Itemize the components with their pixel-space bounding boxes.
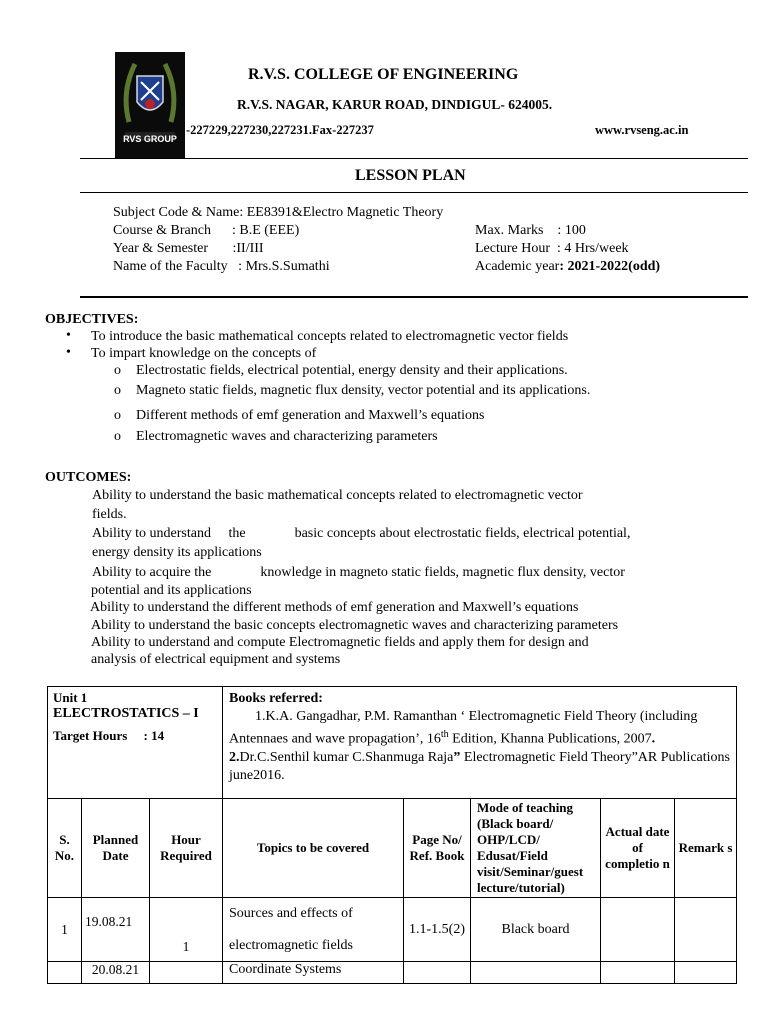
max-marks: Max. Marks : 100 xyxy=(475,223,586,238)
outcome-line: Ability to understand the different methods of emf generation and Maxwell’s equations xyxy=(90,600,579,615)
book2-number: 2. xyxy=(229,749,240,765)
row-hours xyxy=(150,962,223,984)
lesson-plan-table xyxy=(47,686,737,984)
book1-end: . xyxy=(651,731,656,747)
objective-sub-item: Magneto static fields, magnetic flux density, vector potential and its applications. xyxy=(136,383,591,398)
col-header-remarks: Remark s xyxy=(675,799,737,898)
outcome-line: potential and its applications xyxy=(91,583,252,598)
sub-bullet-icon: o xyxy=(114,383,121,398)
target-hours xyxy=(53,728,217,744)
row-page-ref: 1.1-1.5(2) xyxy=(404,898,471,962)
table-row xyxy=(48,962,737,984)
row-sno: 1 xyxy=(48,898,82,962)
bullet-icon: • xyxy=(66,345,71,360)
sub-bullet-icon: o xyxy=(114,363,121,378)
books-heading: Books referred: xyxy=(229,691,323,706)
row-mode: Black board xyxy=(471,898,601,962)
book2-quote: ” xyxy=(453,749,461,765)
row-remarks xyxy=(675,898,737,962)
outcome-line: analysis of electrical equipment and systems xyxy=(91,652,341,667)
academic-year xyxy=(475,259,660,275)
faculty-info: Name of the Faculty : Mrs.S.Sumathi xyxy=(113,259,330,274)
college-name: R.V.S. COLLEGE OF ENGINEERING xyxy=(248,66,519,83)
outcome-line: energy density its applications xyxy=(92,545,262,560)
header-rule-bottom xyxy=(80,192,748,193)
outcome-line: Ability to understand and compute Electromagnetic fields and apply them for design and xyxy=(91,635,589,650)
objective-item: To introduce the basic mathematical concepts related to electromagnetic vector fields xyxy=(91,329,569,344)
row-topic-line: electromagnetic fields xyxy=(229,937,353,953)
bullet-icon: • xyxy=(66,328,71,343)
unit-number: Unit 1 xyxy=(53,690,88,705)
outcome-line: Ability to acquire the knowledge in magneto static fields, magnetic flux density, vector xyxy=(92,565,625,580)
college-address: R.V.S. NAGAR, KARUR ROAD, DINDIGUL- 624005. xyxy=(237,97,553,112)
table-row xyxy=(48,898,737,962)
book-reference-2 xyxy=(229,749,730,785)
row-remarks xyxy=(675,962,737,984)
objective-sub-item: Electromagnetic waves and characterizing parameters xyxy=(136,429,438,444)
year-info: Year & Semester :II/III xyxy=(113,241,264,256)
academic-year-label: Academic year xyxy=(475,259,560,274)
col-header-mode: Mode of teaching (Black board/ OHP/LCD/ Edusat/Field visit/Seminar/guest lecture/tutorial) xyxy=(471,799,601,898)
book1-superscript: th xyxy=(440,729,449,740)
outcome-line: Ability to understand the basic mathematical concepts related to electromagnetic vector xyxy=(92,488,583,503)
row-planned-date: 20.08.21 xyxy=(82,962,150,984)
header-rule-top xyxy=(80,158,748,159)
book2-title: Electromagnetic Field Theory”AR Publications june2016. xyxy=(229,749,730,783)
website: www.rvseng.ac.in xyxy=(595,123,689,137)
col-header-page-ref: Page No/ Ref. Book xyxy=(404,799,471,898)
col-header-hour-required: Hour Required xyxy=(150,799,223,898)
phone-fax: -227229,227230,227231.Fax-227237 xyxy=(186,123,374,137)
unit-cell xyxy=(48,687,223,799)
col-header-topics: Topics to be covered xyxy=(223,799,404,898)
row-planned-date: 19.08.21 xyxy=(82,898,150,962)
col-header-sno: S. No. xyxy=(48,799,82,898)
row-topic-line: Sources and effects of xyxy=(229,905,353,921)
outcomes-heading: OUTCOMES: xyxy=(45,470,132,485)
col-header-planned-date: Planned Date xyxy=(82,799,150,898)
academic-year-value: : 2021-2022(odd) xyxy=(559,259,661,274)
row-sno xyxy=(48,962,82,984)
row-hours: 1 xyxy=(150,898,223,962)
book1-text: 1.K.A. Gangadhar, P.M. Ramanthan ‘ Electromagnetic Field Theory (including Antennaes and wave propagation’, 16 xyxy=(229,709,698,747)
lecture-hours: Lecture Hour : 4 Hrs/week xyxy=(475,241,629,256)
target-hours-label: Target Hours xyxy=(53,728,128,743)
book2-authors: Dr.C.Senthil kumar C.Shanmuga Raja xyxy=(239,749,454,765)
outcome-line: fields. xyxy=(92,507,127,522)
unit-name: ELECTROSTATICS – I xyxy=(53,706,199,721)
row-page-ref xyxy=(404,962,471,984)
table-header-row xyxy=(48,799,737,898)
objective-sub-item: Electrostatic fields, electrical potential, energy density and their applications. xyxy=(136,363,568,378)
col-header-actual-date: Actual date of completio n xyxy=(601,799,675,898)
book1-edition: Edition, Khanna Publications, 2007 xyxy=(448,731,652,747)
objective-item: To impart knowledge on the concepts of xyxy=(91,346,317,361)
document-title: LESSON PLAN xyxy=(355,167,466,184)
row-actual-date xyxy=(601,898,675,962)
outcome-line: Ability to understand the basic concepts about electrostatic fields, electrical potential, xyxy=(92,526,631,541)
row-topic: Coordinate Systems xyxy=(223,962,404,984)
college-logo xyxy=(115,52,185,158)
objective-sub-item: Different methods of emf generation and Maxwell’s equations xyxy=(136,408,485,423)
objectives-heading: OBJECTIVES: xyxy=(45,312,139,327)
sub-bullet-icon: o xyxy=(114,429,121,444)
info-rule xyxy=(80,296,748,298)
logo-label: RVS GROUP xyxy=(123,134,177,144)
unit-row xyxy=(48,687,737,799)
row-actual-date xyxy=(601,962,675,984)
row-topic xyxy=(223,898,404,962)
book-reference-1 xyxy=(229,708,730,749)
books-cell xyxy=(223,687,737,799)
course-info: Course & Branch : B.E (EEE) xyxy=(113,223,300,238)
row-mode xyxy=(471,962,601,984)
target-hours-value: : 14 xyxy=(143,728,165,743)
outcome-line: Ability to understand the basic concepts electromagnetic waves and characterizing parameters xyxy=(91,618,619,633)
subject-info: Subject Code & Name: EE8391&Electro Magnetic Theory xyxy=(113,205,444,220)
sub-bullet-icon: o xyxy=(114,408,121,423)
